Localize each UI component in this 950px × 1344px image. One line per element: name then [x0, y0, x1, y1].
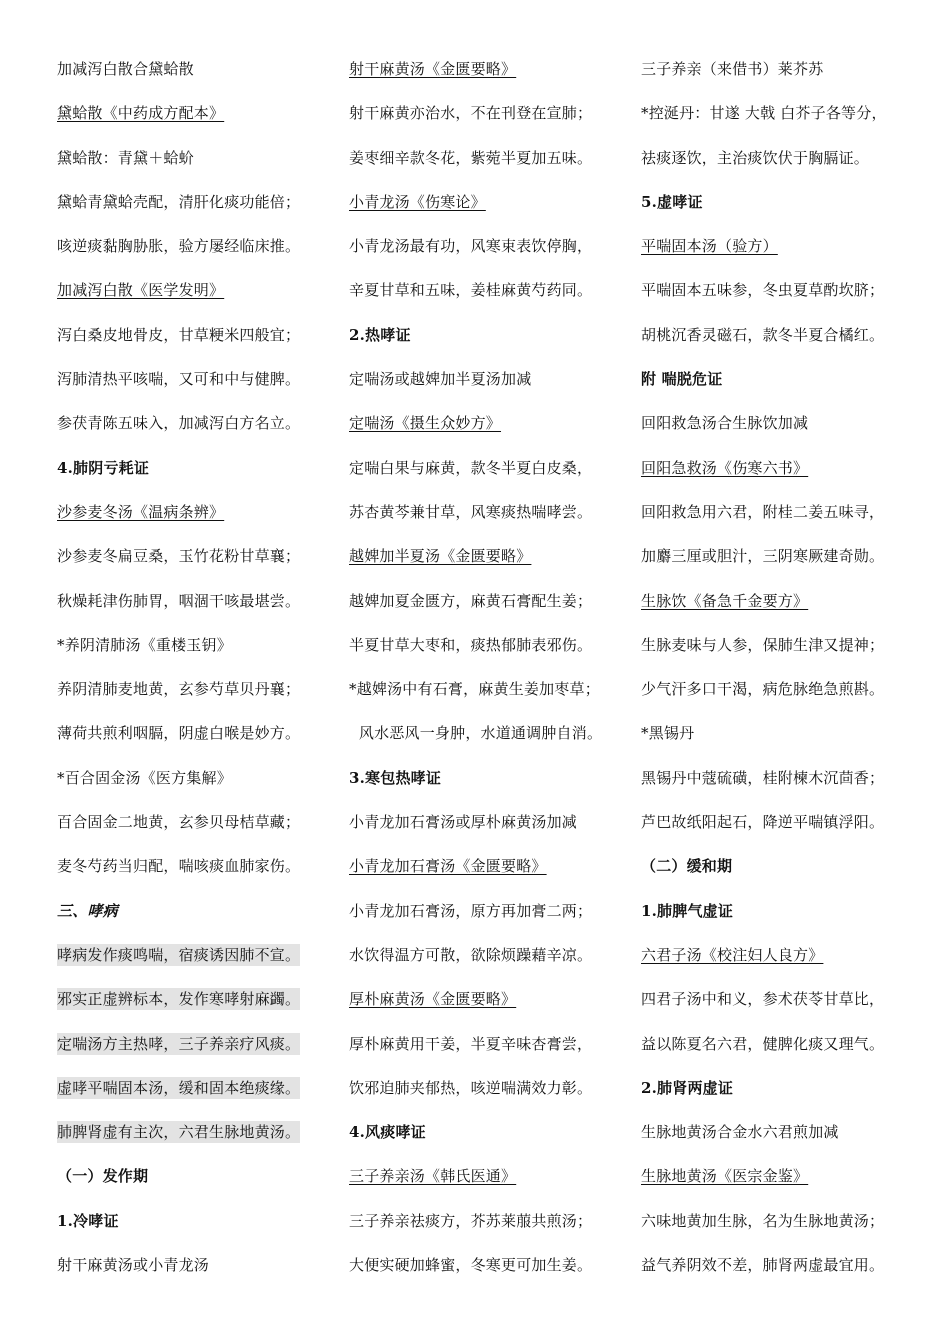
- line-text: 小青龙汤最有功，风寒束表饮停胸，: [349, 237, 593, 256]
- text-line: [57, 1022, 339, 1066]
- text-line: [349, 844, 631, 888]
- line-text: 越婢加夏金匮方，麻黄石膏配生姜；: [349, 591, 593, 610]
- line-text: 咳逆痰黏胸胁胀，验方屡经临床推。: [57, 237, 301, 256]
- text-line: [57, 357, 339, 401]
- line-text: 厚朴麻黄汤《金匮要略》: [349, 990, 517, 1009]
- line-text: 2.肺肾两虚证: [641, 1078, 734, 1097]
- text-line: [57, 711, 339, 755]
- line-text: 生脉地黄汤合金水六君煎加减: [641, 1123, 839, 1142]
- text-line: [57, 401, 339, 445]
- text-line: [57, 977, 339, 1021]
- line-text: 泻肺清热平咳喘，又可和中与健脾。: [57, 370, 301, 389]
- line-text: 四君子汤中和义，参术茯苓甘草比，: [641, 990, 885, 1009]
- line-text: 参茯青陈五味入，加减泻白方名立。: [57, 414, 301, 433]
- text-line: [57, 756, 339, 800]
- text-line: [641, 313, 941, 357]
- line-text: 1.肺脾气虚证: [641, 901, 734, 920]
- text-line: [349, 1110, 631, 1154]
- line-text: 黛蛤散：青黛＋蛤蚧: [57, 148, 194, 167]
- text-line: [57, 667, 339, 711]
- text-line: [641, 1154, 941, 1198]
- text-line: [349, 1022, 631, 1066]
- text-line: [641, 91, 941, 135]
- line-text: 养阴清肺麦地黄，玄参芍草贝丹襄；: [57, 680, 301, 699]
- line-text: 加减泻白散《医学发明》: [57, 281, 225, 300]
- line-text: 定喘白果与麻黄，款冬半夏白皮桑，: [349, 458, 593, 477]
- line-text: 厚朴麻黄用干姜，半夏辛味杏膏尝，: [349, 1034, 593, 1053]
- text-line: [641, 180, 941, 224]
- line-text: 胡桃沉香灵磁石，款冬半夏合橘红。: [641, 325, 885, 344]
- text-line: [641, 1066, 941, 1110]
- line-text: 水饮得温方可散，欲除烦躁藉辛凉。: [349, 945, 593, 964]
- line-text: 苏杏黄芩兼甘草，风寒痰热喘哮尝。: [349, 502, 593, 521]
- line-text: 小青龙加石膏汤《金匮要略》: [349, 857, 547, 876]
- text-line: [57, 1199, 339, 1243]
- line-text: 回阳救急用六君，附桂二姜五味寻，: [641, 502, 885, 521]
- text-line: [57, 1154, 339, 1198]
- text-line: [349, 91, 631, 135]
- line-text: 祛痰逐饮，主治痰饮伏于胸膈证。: [641, 148, 870, 167]
- line-text: 回阳救急汤合生脉饮加减: [641, 414, 809, 433]
- line-text: （一）发作期: [57, 1167, 149, 1186]
- line-text: 三、哮病: [57, 901, 118, 920]
- line-text: 六君子汤《校注妇人良方》: [641, 945, 824, 964]
- text-line: [349, 180, 631, 224]
- text-line: [57, 47, 339, 91]
- text-line: [641, 711, 941, 755]
- line-text: 少气汗多口干渴，病危脉绝急煎斟。: [641, 680, 885, 699]
- text-line: [57, 800, 339, 844]
- text-line: [641, 136, 941, 180]
- line-text: 小青龙加石膏汤，原方再加膏二两；: [349, 901, 593, 920]
- text-line: [349, 977, 631, 1021]
- text-line: [349, 534, 631, 578]
- text-line: [57, 844, 339, 888]
- text-line: [349, 667, 631, 711]
- line-text: 平喘固本五味参，冬虫夏草酌坎脐；: [641, 281, 885, 300]
- text-line: [349, 490, 631, 534]
- text-line: [349, 224, 631, 268]
- line-text: 回阳急救汤《伤寒六书》: [641, 458, 809, 477]
- text-line: [349, 889, 631, 933]
- line-text: 辛夏甘草和五味，姜桂麻黄芍药同。: [349, 281, 593, 300]
- line-text: 三子养亲祛痰方，芥苏莱菔共煎汤；: [349, 1211, 593, 1230]
- text-line: [641, 490, 941, 534]
- line-text: 黛蛤散《中药成方配本》: [57, 104, 225, 123]
- line-text: 泻白桑皮地骨皮，甘草粳米四般宜；: [57, 325, 301, 344]
- line-text: 4.肺阴亏耗证: [57, 458, 150, 477]
- text-line: [57, 446, 339, 490]
- text-line: [349, 579, 631, 623]
- line-text: 黑锡丹中蔻硫磺，桂附楝木沉茴香；: [641, 768, 885, 787]
- column-3: [641, 47, 941, 1287]
- text-line: [349, 1154, 631, 1198]
- line-text: 定喘汤方主热哮，三子养亲疗风痰。: [57, 1034, 301, 1053]
- text-line: [57, 579, 339, 623]
- text-line: [349, 756, 631, 800]
- column-1: [57, 47, 339, 1287]
- line-text: 益以陈夏名六君，健脾化痰又理气。: [641, 1034, 885, 1053]
- line-text: 秋燥耗津伤肺胃，咽涸干咳最堪尝。: [57, 591, 301, 610]
- line-text: 射干麻黄汤或小青龙汤: [57, 1256, 210, 1275]
- line-text: 越婢加半夏汤《金匮要略》: [349, 547, 532, 566]
- line-text: *百合固金汤《医方集解》: [57, 768, 232, 787]
- text-line: [641, 579, 941, 623]
- text-line: [349, 47, 631, 91]
- line-text: 5.虚哮证: [641, 192, 703, 211]
- text-line: [641, 667, 941, 711]
- text-line: [641, 889, 941, 933]
- line-text: 射干麻黄汤《金匮要略》: [349, 60, 517, 78]
- line-text: 芦巴故纸阳起石，降逆平喘镇浮阳。: [641, 813, 885, 832]
- text-line: [349, 268, 631, 312]
- text-line: [641, 534, 941, 578]
- text-line: [641, 800, 941, 844]
- line-text: 三子养亲汤《韩氏医通》: [349, 1167, 517, 1186]
- text-line: [641, 1022, 941, 1066]
- text-line: [349, 1199, 631, 1243]
- text-line: [57, 490, 339, 534]
- text-line: [57, 623, 339, 667]
- line-text: *越婢汤中有石膏，麻黄生姜加枣草；: [349, 680, 600, 699]
- line-text: 沙参麦冬扁豆桑，玉竹花粉甘草襄；: [57, 547, 301, 566]
- text-line: [57, 313, 339, 357]
- line-text: 生脉地黄汤《医宗金鉴》: [641, 1167, 809, 1186]
- text-line: [57, 91, 339, 135]
- text-line: [641, 357, 941, 401]
- line-text: 六味地黄加生脉，名为生脉地黄汤；: [641, 1211, 885, 1230]
- line-text: 大便实硬加蜂蜜，冬寒更可加生姜。: [349, 1256, 593, 1275]
- text-line: [57, 1066, 339, 1110]
- line-text: 定喘汤《摄生众妙方》: [349, 414, 502, 433]
- text-line: [57, 889, 339, 933]
- text-line: [349, 313, 631, 357]
- column-2: [349, 47, 631, 1287]
- line-text: 加麝三厘或胆汁，三阴寒厥建奇勋。: [641, 547, 885, 566]
- text-line: [57, 933, 339, 977]
- line-text: 三子养亲（来借书）莱芥苏: [641, 60, 824, 78]
- text-line: [57, 534, 339, 578]
- text-line: [57, 1110, 339, 1154]
- line-text: 沙参麦冬汤《温病条辨》: [57, 502, 225, 521]
- text-line: [349, 446, 631, 490]
- line-text: 3.寒包热哮证: [349, 768, 442, 787]
- text-line: [641, 977, 941, 1021]
- line-text: 饮邪迫肺夹郁热，咳逆喘满效力彰。: [349, 1078, 593, 1097]
- text-line: [349, 623, 631, 667]
- line-text: 黛蛤青黛蛤壳配，清肝化痰功能倍；: [57, 192, 301, 211]
- line-text: *养阴清肺汤《重楼玉钥》: [57, 635, 232, 654]
- text-line: [641, 401, 941, 445]
- line-text: 小青龙加石膏汤或厚朴麻黄汤加减: [349, 813, 578, 832]
- text-line: [349, 357, 631, 401]
- line-text: 附 喘脱危证: [641, 370, 723, 389]
- text-line: [57, 268, 339, 312]
- line-text: 麦冬芍药当归配，喘咳痰血肺家伤。: [57, 857, 301, 876]
- line-text: 定喘汤或越婢加半夏汤加减: [349, 370, 532, 389]
- line-text: 生脉麦味与人参，保肺生津又提神；: [641, 635, 885, 654]
- line-text: 益气养阴效不差，肺肾两虚最宜用。: [641, 1256, 885, 1275]
- line-text: 平喘固本汤（验方）: [641, 237, 778, 256]
- text-line: [641, 1110, 941, 1154]
- text-line: [349, 933, 631, 977]
- text-line: [57, 136, 339, 180]
- line-text: 薄荷共煎利咽膈，阴虚白喉是妙方。: [57, 724, 301, 743]
- line-text: 生脉饮《备急千金要方》: [641, 591, 809, 610]
- line-text: 哮病发作痰鸣喘，宿痰诱因肺不宣。: [57, 945, 301, 964]
- line-text: *黑锡丹: [641, 724, 695, 743]
- line-text: 小青龙汤《伤寒论》: [349, 192, 486, 211]
- line-text: 射干麻黄亦治水，不在刊登在宣肺；: [349, 104, 593, 123]
- text-line: [641, 47, 941, 91]
- text-line: [641, 224, 941, 268]
- line-text: 4.风痰哮证: [349, 1123, 426, 1142]
- text-line: [57, 224, 339, 268]
- line-text: 2.热哮证: [349, 325, 411, 344]
- line-text: 肺脾肾虚有主次，六君生脉地黄汤。: [57, 1123, 301, 1142]
- text-line: [641, 1199, 941, 1243]
- line-text: 姜枣细辛款冬花，紫菀半夏加五味。: [349, 148, 593, 167]
- text-line: [349, 136, 631, 180]
- line-text: 虚哮平喘固本汤，缓和固本绝痰缘。: [57, 1078, 301, 1097]
- text-line: [349, 711, 631, 755]
- text-line: [641, 933, 941, 977]
- line-text: 风水恶风一身肿，水道通调肿自消。: [349, 724, 603, 743]
- line-text: 百合固金二地黄，玄参贝母桔草藏；: [57, 813, 301, 832]
- text-line: [349, 401, 631, 445]
- line-text: 1.冷哮证: [57, 1211, 119, 1230]
- text-line: [349, 1066, 631, 1110]
- text-line: [349, 800, 631, 844]
- line-text: *控涎丹：甘遂 大戟 白芥子各等分，: [641, 104, 887, 123]
- text-line: [57, 180, 339, 224]
- line-text: 邪实正虚辨标本，发作寒哮射麻蠲。: [57, 990, 301, 1009]
- text-line: [641, 844, 941, 888]
- line-text: 加减泻白散合黛蛤散: [57, 60, 194, 78]
- text-line: [349, 1243, 631, 1287]
- text-line: [641, 446, 941, 490]
- text-line: [641, 623, 941, 667]
- line-text: （二）缓和期: [641, 857, 733, 876]
- text-line: [641, 756, 941, 800]
- text-line: [641, 1243, 941, 1287]
- text-line: [57, 1243, 339, 1287]
- line-text: 半夏甘草大枣和，痰热郁肺表邪伤。: [349, 635, 593, 654]
- text-line: [641, 268, 941, 312]
